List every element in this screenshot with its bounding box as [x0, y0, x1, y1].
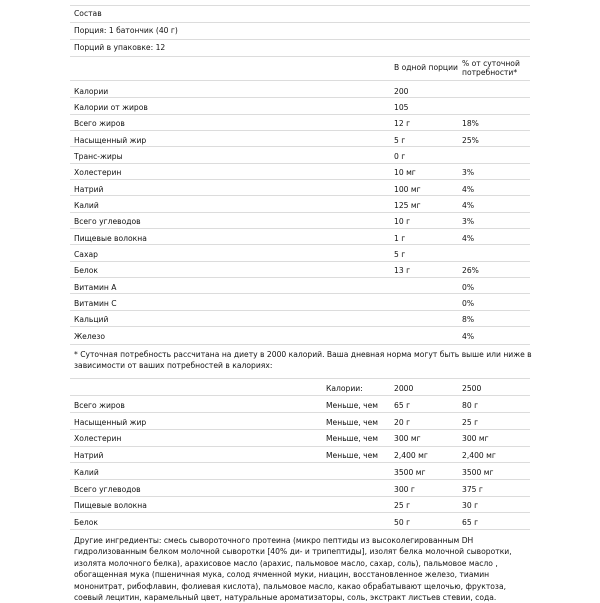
nutrient-amount: 5 г	[394, 250, 406, 259]
reference-value-2500: 30 г	[462, 501, 479, 510]
divider	[70, 479, 530, 480]
nutrient-name: Витамин А	[74, 283, 117, 292]
reference-value-2000: 300 мг	[394, 434, 421, 443]
divider	[70, 39, 530, 40]
divider	[70, 378, 530, 379]
section-title: Состав	[74, 9, 102, 18]
divider	[70, 496, 530, 497]
divider	[70, 310, 530, 311]
divider	[70, 22, 530, 23]
nutrient-name: Калории от жиров	[74, 103, 148, 112]
nutrient-name: Калий	[74, 201, 99, 210]
reference-value-2500: 80 г	[462, 401, 479, 410]
nutrient-name: Натрий	[74, 185, 104, 194]
reference-name: Калий	[74, 468, 99, 477]
divider	[70, 293, 530, 294]
divider	[70, 429, 530, 430]
divider	[70, 163, 530, 164]
nutrient-amount: 0 г	[394, 152, 406, 161]
reference-qualifier: Меньше, чем	[326, 434, 378, 443]
nutrient-amount: 10 мг	[394, 168, 416, 177]
reference-value-2500: 2,400 мг	[462, 451, 496, 460]
reference-value-2500: 25 г	[462, 418, 479, 427]
nutrient-name: Белок	[74, 266, 98, 275]
divider	[70, 97, 530, 98]
reference-value-2500: 3500 мг	[462, 468, 494, 477]
nutrient-amount: 13 г	[394, 266, 411, 275]
divider	[70, 512, 530, 513]
divider	[70, 529, 530, 530]
footnote-line: * Суточная потребность рассчитана на диету в 2000 калорий. Ваша дневная норма могут быть выше или ниже в	[74, 350, 532, 359]
nutrient-daily-value: 0%	[462, 299, 475, 308]
nutrient-amount: 5 г	[394, 136, 406, 145]
reference-value-2000: 65 г	[394, 401, 411, 410]
nutrient-amount: 1 г	[394, 234, 406, 243]
reference-value-2000: 300 г	[394, 485, 415, 494]
nutrient-name: Холестерин	[74, 168, 122, 177]
nutrient-name: Кальций	[74, 315, 109, 324]
nutrient-name: Транс-жиры	[74, 152, 123, 161]
divider	[70, 146, 530, 147]
divider	[70, 412, 530, 413]
divider	[70, 56, 530, 57]
nutrient-name: Железо	[74, 332, 106, 341]
reference-name: Натрий	[74, 451, 104, 460]
ingredients-text: Другие ингредиенты: смесь сывороточного протеина (микро пептиды из высоколегированным DH гидролизованным белком молочной сыворотки [40% ди- и трипептиды], изолят белка молочной сыворотки, изолята молочного белка), арахисовое масло (арахис, пальмовое масло, сахар, соль), пальмовое масло , обогащенная мука (пшеничная мука, солод ячменной муки, ниацин, восстановленное железо, тиамин мононитрат, рибофлавин, фолиевая кислота), пальмовое масло, какао обрабатывают щелочью, фруктоза, соевый лецитин, карамельный цвет, натуральные ароматизаторы, соль, экстракт листьев стевии, сода.	[74, 536, 512, 603]
reference-name: Насыщенный жир	[74, 418, 147, 427]
servings-per-pack: Порций в упаковке: 12	[74, 43, 166, 52]
reference-qualifier: Меньше, чем	[326, 418, 378, 427]
nutrient-daily-value: 4%	[462, 332, 475, 341]
reference-name: Холестерин	[74, 434, 122, 443]
divider	[70, 130, 530, 131]
divider	[70, 326, 530, 327]
divider	[70, 179, 530, 180]
calories-2500: 2500	[462, 384, 482, 393]
col-header-daily-value-line2: потребности*	[462, 68, 518, 77]
nutrient-name: Пищевые волокна	[74, 234, 147, 243]
serving-size: Порция: 1 батончик (40 г)	[74, 26, 178, 35]
nutrient-daily-value: 3%	[462, 168, 475, 177]
nutrient-name: Калории	[74, 87, 109, 96]
nutrient-daily-value: 0%	[462, 283, 475, 292]
nutrient-daily-value: 26%	[462, 266, 479, 275]
divider	[70, 344, 530, 345]
nutrient-amount: 105	[394, 103, 409, 112]
nutrient-name: Всего жиров	[74, 119, 125, 128]
col-header-per-serving: В одной порции	[394, 63, 458, 72]
reference-value-2500: 300 мг	[462, 434, 489, 443]
reference-name: Пищевые волокна	[74, 501, 147, 510]
divider	[70, 114, 530, 115]
reference-value-2000: 3500 мг	[394, 468, 426, 477]
divider	[70, 244, 530, 245]
divider	[70, 212, 530, 213]
reference-value-2000: 50 г	[394, 518, 411, 527]
reference-name: Всего углеводов	[74, 485, 141, 494]
divider	[70, 395, 530, 396]
nutrient-daily-value: 18%	[462, 119, 479, 128]
divider	[70, 462, 530, 463]
reference-name: Белок	[74, 518, 98, 527]
col-header-daily-value-line1: % от суточной	[462, 59, 520, 68]
nutrient-daily-value: 4%	[462, 234, 475, 243]
nutrient-name: Витамин С	[74, 299, 117, 308]
nutrient-amount: 10 г	[394, 217, 411, 226]
divider	[70, 446, 530, 447]
divider	[70, 80, 530, 81]
reference-value-2500: 65 г	[462, 518, 479, 527]
divider	[70, 5, 530, 6]
nutrient-daily-value: 8%	[462, 315, 475, 324]
calories-2000: 2000	[394, 384, 414, 393]
reference-value-2000: 2,400 мг	[394, 451, 428, 460]
calories-label: Калории:	[326, 384, 363, 393]
nutrient-daily-value: 4%	[462, 201, 475, 210]
nutrient-amount: 100 мг	[394, 185, 421, 194]
nutrient-daily-value: 3%	[462, 217, 475, 226]
reference-value-2000: 20 г	[394, 418, 411, 427]
divider	[70, 228, 530, 229]
divider	[70, 195, 530, 196]
nutrient-name: Насыщенный жир	[74, 136, 147, 145]
nutrient-name: Всего углеводов	[74, 217, 141, 226]
reference-qualifier: Меньше, чем	[326, 451, 378, 460]
nutrient-name: Сахар	[74, 250, 98, 259]
nutrient-amount: 12 г	[394, 119, 411, 128]
nutrient-amount: 200	[394, 87, 409, 96]
reference-name: Всего жиров	[74, 401, 125, 410]
reference-value-2500: 375 г	[462, 485, 483, 494]
divider	[70, 261, 530, 262]
reference-value-2000: 25 г	[394, 501, 411, 510]
footnote-line: зависимости от ваших потребностей в калориях:	[74, 361, 273, 370]
divider	[70, 277, 530, 278]
reference-qualifier: Меньше, чем	[326, 401, 378, 410]
nutrient-daily-value: 25%	[462, 136, 479, 145]
nutrient-daily-value: 4%	[462, 185, 475, 194]
nutrient-amount: 125 мг	[394, 201, 421, 210]
